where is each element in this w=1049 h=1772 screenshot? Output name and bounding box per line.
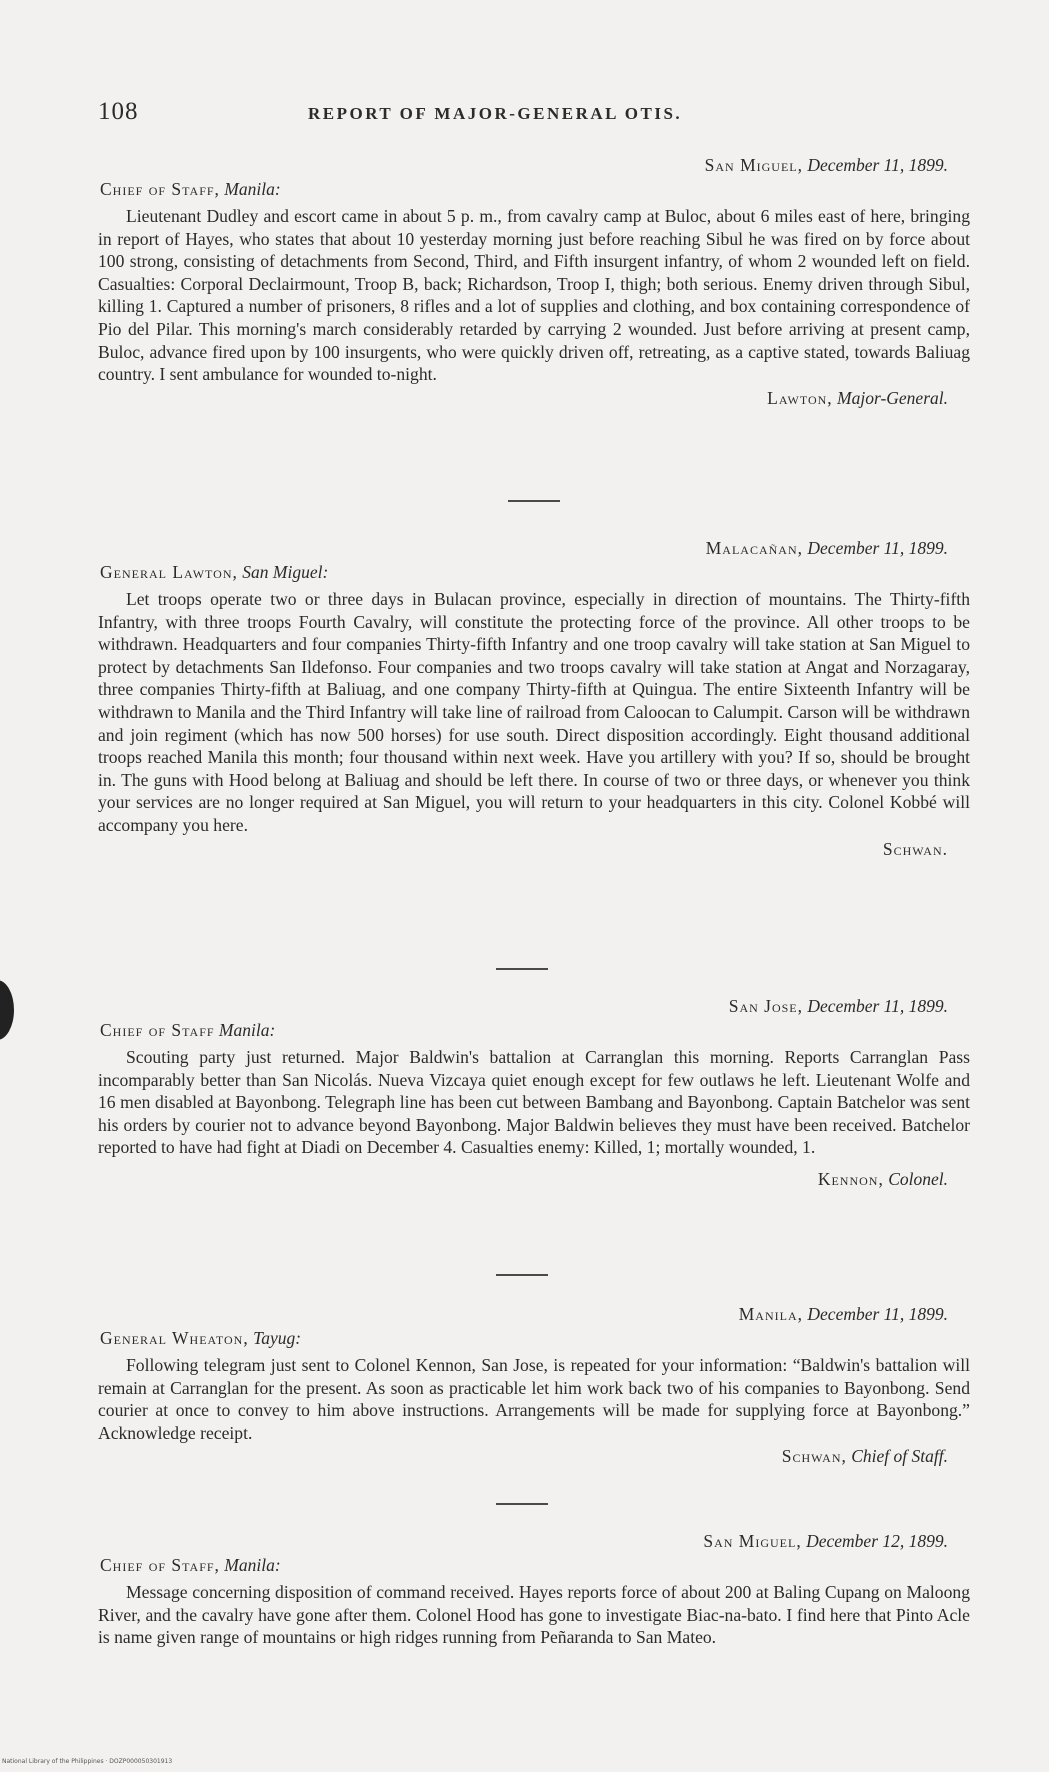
signature bbox=[98, 839, 970, 860]
addressee: Chief of Staff bbox=[100, 1020, 215, 1040]
letter-body: Message concerning disposition of command received. Hayes reports force of about 200 at Baling Cupang on Maloong River, and the cavalry have gone after them. Colonel Hood has gone to investigate Biac-na-bato. I find here that Pinto Acle is name given range of mountains or high ridges running from Peñaranda to San Mateo. bbox=[98, 1582, 970, 1648]
letter-2 bbox=[98, 538, 970, 860]
signature-name: Kennon, bbox=[817, 1168, 884, 1189]
letter-3 bbox=[98, 996, 970, 1190]
dateline-date: December 11, 1899. bbox=[807, 996, 948, 1016]
letter-body: Scouting party just returned. Major Baldwin's battalion at Carranglan this morning. Reports Carranglan Pass incomparably better than San Nicolás. Nueva Vizcaya quiet enough except for few outlaws he left. Lieutenant Wolfe and 16 men disabled at Bayonbong. Telegraph line has been cut between Bambang and Bayonbong. Captain Batchelor was sent his orders by courier not to advance beyond Bayonbong. Major Baldwin believes they must have been received. Batchelor reported to have had fight at Diadi on December 4. Casualties enemy: Killed, 1; mortally wounded, 1. bbox=[98, 1047, 970, 1158]
addressee-location: San Miguel: bbox=[242, 562, 329, 582]
signature-title: Colonel. bbox=[888, 1168, 948, 1189]
dateline bbox=[98, 1531, 970, 1555]
scan-blot bbox=[0, 980, 14, 1040]
signature bbox=[98, 388, 970, 409]
salutation bbox=[100, 1555, 970, 1581]
dateline-place: Malacañan, bbox=[705, 538, 804, 558]
section-divider bbox=[496, 968, 548, 970]
letter-1 bbox=[98, 155, 970, 409]
section-divider bbox=[496, 1274, 548, 1276]
dateline-place: San Miguel, bbox=[704, 155, 804, 175]
salutation bbox=[100, 1328, 970, 1354]
signature-name: Schwan. bbox=[882, 838, 948, 859]
signature-name: Schwan, bbox=[781, 1446, 847, 1467]
dateline-place: San Miguel, bbox=[703, 1531, 802, 1551]
addressee-location: Manila: bbox=[224, 179, 281, 199]
letter-body: Let troops operate two or three days in Bulacan province, especially in direction of mountains. The Thirty-fifth Infantry, with three troops Fourth Cavalry, will constitute the protecting force of the province. All other troops to be withdrawn. Headquarters and four companies Thirty-fifth Infantry and one troop cavalry will take station at San Miguel to protect by detachments San Ildefonso. Four companies and two troops cavalry will take station at Angat and Norzagaray, three companies Thirty-fifth at Baliuag, and one company Thirty-fifth at Quingua. The entire Sixteenth Infantry will be withdrawn to Manila and the Third Infantry will take line of railroad from Caloocan to Calumpit. Carson will be withdrawn and join regiment (which has now 500 horses) for use south. Direct disposition accordingly. Eight thousand additional troops reached Manila this month; four thousand within next week. Have you artillery with you? If so, should be brought in. The guns with Hood belong at Baliuag and should be left there. In course of two or three days, or whenever you think your services are no longer required at San Miguel, you will return to your headquarters in this city. Colonel Kobbé will accompany you here. bbox=[98, 589, 970, 835]
section-divider bbox=[508, 500, 560, 502]
signature-name: Lawton, bbox=[767, 387, 833, 408]
addressee: General Lawton, bbox=[100, 562, 238, 582]
addressee-location: Manila: bbox=[218, 1020, 276, 1040]
letter-4 bbox=[98, 1304, 970, 1467]
dateline bbox=[98, 538, 970, 562]
signature-title: Major-General. bbox=[837, 387, 948, 408]
page-number: 108 bbox=[98, 98, 139, 125]
signature-title: Chief of Staff. bbox=[851, 1446, 948, 1467]
scan-footer: National Library of the Philippines · DOZP000050301913 bbox=[2, 1758, 173, 1765]
section-divider bbox=[496, 1503, 548, 1505]
dateline bbox=[98, 1304, 970, 1328]
dateline-date: December 11, 1899. bbox=[807, 538, 948, 558]
letter-5 bbox=[98, 1531, 970, 1649]
dateline bbox=[98, 155, 970, 179]
dateline-date: December 11, 1899. bbox=[807, 155, 948, 175]
addressee-location: Tayug: bbox=[253, 1328, 302, 1348]
page-header bbox=[98, 98, 968, 128]
dateline-place: San Jose, bbox=[728, 996, 804, 1016]
letter-body: Lieutenant Dudley and escort came in about 5 p. m., from cavalry camp at Buloc, about 6 miles east of here, bringing in report of Hayes, who states that about 10 yesterday morning just before reaching Sibul he was fired on by force about 100 strong, consisting of detachments from Second, Third, and Fifth insurgent infantry, of whom 2 wounded left on field. Casualties: Corporal Declairmount, Troop B, back; Richardson, Troop I, thigh; both serious. Enemy driven through Sibul, killing 1. Captured a number of prisoners, 8 rifles and a lot of supplies and clothing, and box containing correspondence of Pio del Pilar. This morning's march considerably retarded by carrying 2 wounded. Just before arriving at present camp, Buloc, advance fired upon by 100 insurgents, who were quickly driven off, retreating, as a captive stated, towards Baliuag country. I sent ambulance for wounded to-night. bbox=[98, 206, 970, 385]
signature bbox=[98, 1169, 970, 1190]
running-head: REPORT OF MAJOR-GENERAL OTIS. bbox=[308, 104, 683, 123]
addressee: Chief of Staff, bbox=[100, 179, 220, 199]
salutation bbox=[100, 1020, 970, 1046]
dateline-date: December 11, 1899. bbox=[807, 1304, 948, 1324]
addressee-location: Manila: bbox=[224, 1555, 281, 1575]
salutation bbox=[100, 562, 970, 588]
salutation bbox=[100, 179, 970, 205]
signature bbox=[98, 1446, 970, 1467]
dateline bbox=[98, 996, 970, 1020]
addressee: Chief of Staff, bbox=[100, 1555, 220, 1575]
letter-body: Following telegram just sent to Colonel Kennon, San Jose, is repeated for your information: “Baldwin's battalion will remain at Carranglan for the present. As soon as practicable let him work back two of his companies to Bayonbong. Send courier at once to convey to him above instructions. Arrangements will be made for supplying force at Bayonbong.” Acknowledge receipt. bbox=[98, 1355, 970, 1443]
addressee: General Wheaton, bbox=[100, 1328, 249, 1348]
dateline-date: December 12, 1899. bbox=[806, 1531, 948, 1551]
dateline-place: Manila, bbox=[738, 1304, 804, 1324]
